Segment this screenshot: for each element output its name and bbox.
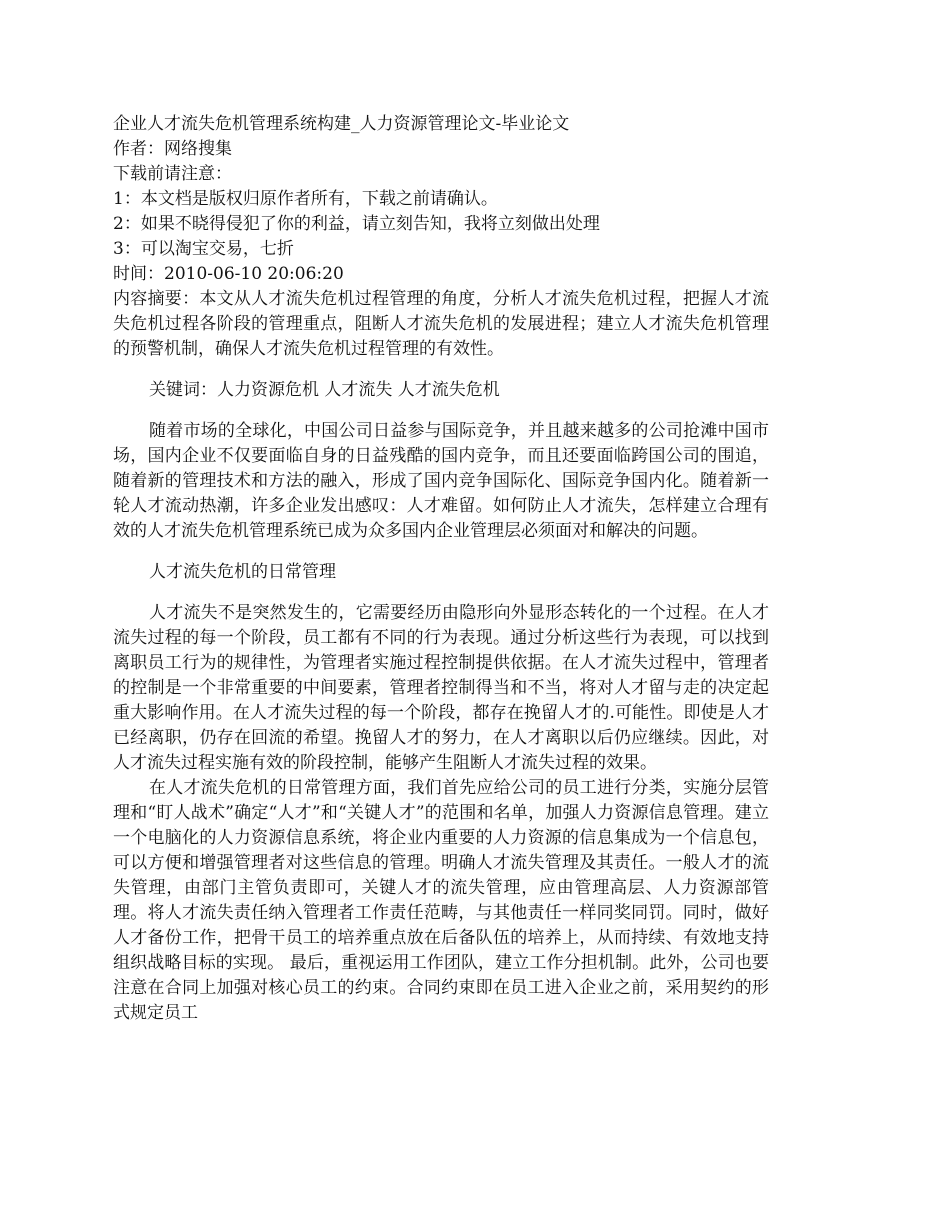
body-paragraph: 在人才流失危机的日常管理方面，我们首先应给公司的员工进行分类，实施分层管理和“盯人战术”确定“人才”和“关键人才”的范围和名单，加强人力资源信息管理。建立一个电脑化的人力资源信息系统，将企业内重要的人力资源的信息集成为一个信息包，可以方便和增强管理者对这些信息的管理。明确人才流失管理及其责任。一般人才的流失管理，由部门主管负责即可，关键人才的流失管理，应由管理高层、人力资源部管理。将人才流失责任纳入管理者工作责任范畴，与其他责任一样同奖同罚。同时，做好人才备份工作，把骨干员工的培养重点放在后备队伍的培养上，从而持续、有效地支持组织战略目标的实现。 最后，重视运用工作团队，建立工作分担机制。此外，公司也要注意在合同上加强对核心员工的约束。合同约束即在员工进入企业之前，采用契约的形式规定员工 [113, 778, 769, 1023]
notice-heading: 下载前请注意： [113, 164, 232, 184]
spacer [113, 362, 769, 378]
intro-paragraph: 随着市场的全球化，中国公司日益参与国际竞争，并且越来越多的公司抢滩中国市场，国内企业不仅要面临自身的日益残酷的国内竞争，而且还要面临跨国公司的围追，随着新的管理技术和方法的融入，形成了国内竞争国际化、国际竞争国内化。随着新一轮人才流动热潮，许多企业发出感叹：人才难留。如何防止人才流失，怎样建立合理有效的人才流失危机管理系统已成为众多国内企业管理层必须面对和解决的问题。 [113, 421, 769, 541]
section-heading: 人才流失危机的日常管理 [149, 562, 336, 582]
spacer [113, 544, 769, 560]
document-page [113, 112, 769, 1026]
notice-item-1: 1：本文档是版权归原作者所有，下载之前请确认。 [113, 189, 498, 209]
spacer [113, 403, 769, 419]
abstract-paragraph: 内容摘要：本文从人才流失危机过程管理的角度，分析人才流失危机过程，把握人才流失危机过程各阶段的管理重点，阻断人才流失危机的发展进程；建立人才流失危机管理的预警机制，确保人才流失危机过程管理的有效性。 [113, 289, 769, 359]
author-line: 作者：网络搜集 [113, 139, 232, 159]
body-paragraph: 人才流失不是突然发生的，它需要经历由隐形向外显形态转化的一个过程。在人才流失过程的每一个阶段，员工都有不同的行为表现。通过分析这些行为表现，可以找到离职员工行为的规律性，为管理者实施过程控制提供依据。在人才流失过程中，管理者的控制是一个非常重要的中间要素，管理者控制得当和不当，将对人才留与走的决定起重大影响作用。在人才流失过程的每一个阶段，都存在挽留人才的.可能性。即使是人才已经离职，仍存在回流的希望。挽留人才的努力，在人才离职以后仍应继续。因此，对人才流失过程实施有效的阶段控制，能够产生阻断人才流失过程的效果。 [113, 603, 769, 773]
notice-item-3: 3：可以淘宝交易，七折 [113, 239, 294, 259]
spacer [113, 585, 769, 601]
notice-item-2: 2：如果不晓得侵犯了你的利益，请立刻告知，我将立刻做出处理 [113, 214, 600, 234]
keywords-line: 关键词：人力资源危机 人才流失 人才流失危机 [149, 380, 500, 400]
publish-time: 时间：2010-06-10 20:06:20 [113, 264, 344, 284]
document-title: 企业人才流失危机管理系统构建_人力资源管理论文-毕业论文 [113, 114, 570, 134]
